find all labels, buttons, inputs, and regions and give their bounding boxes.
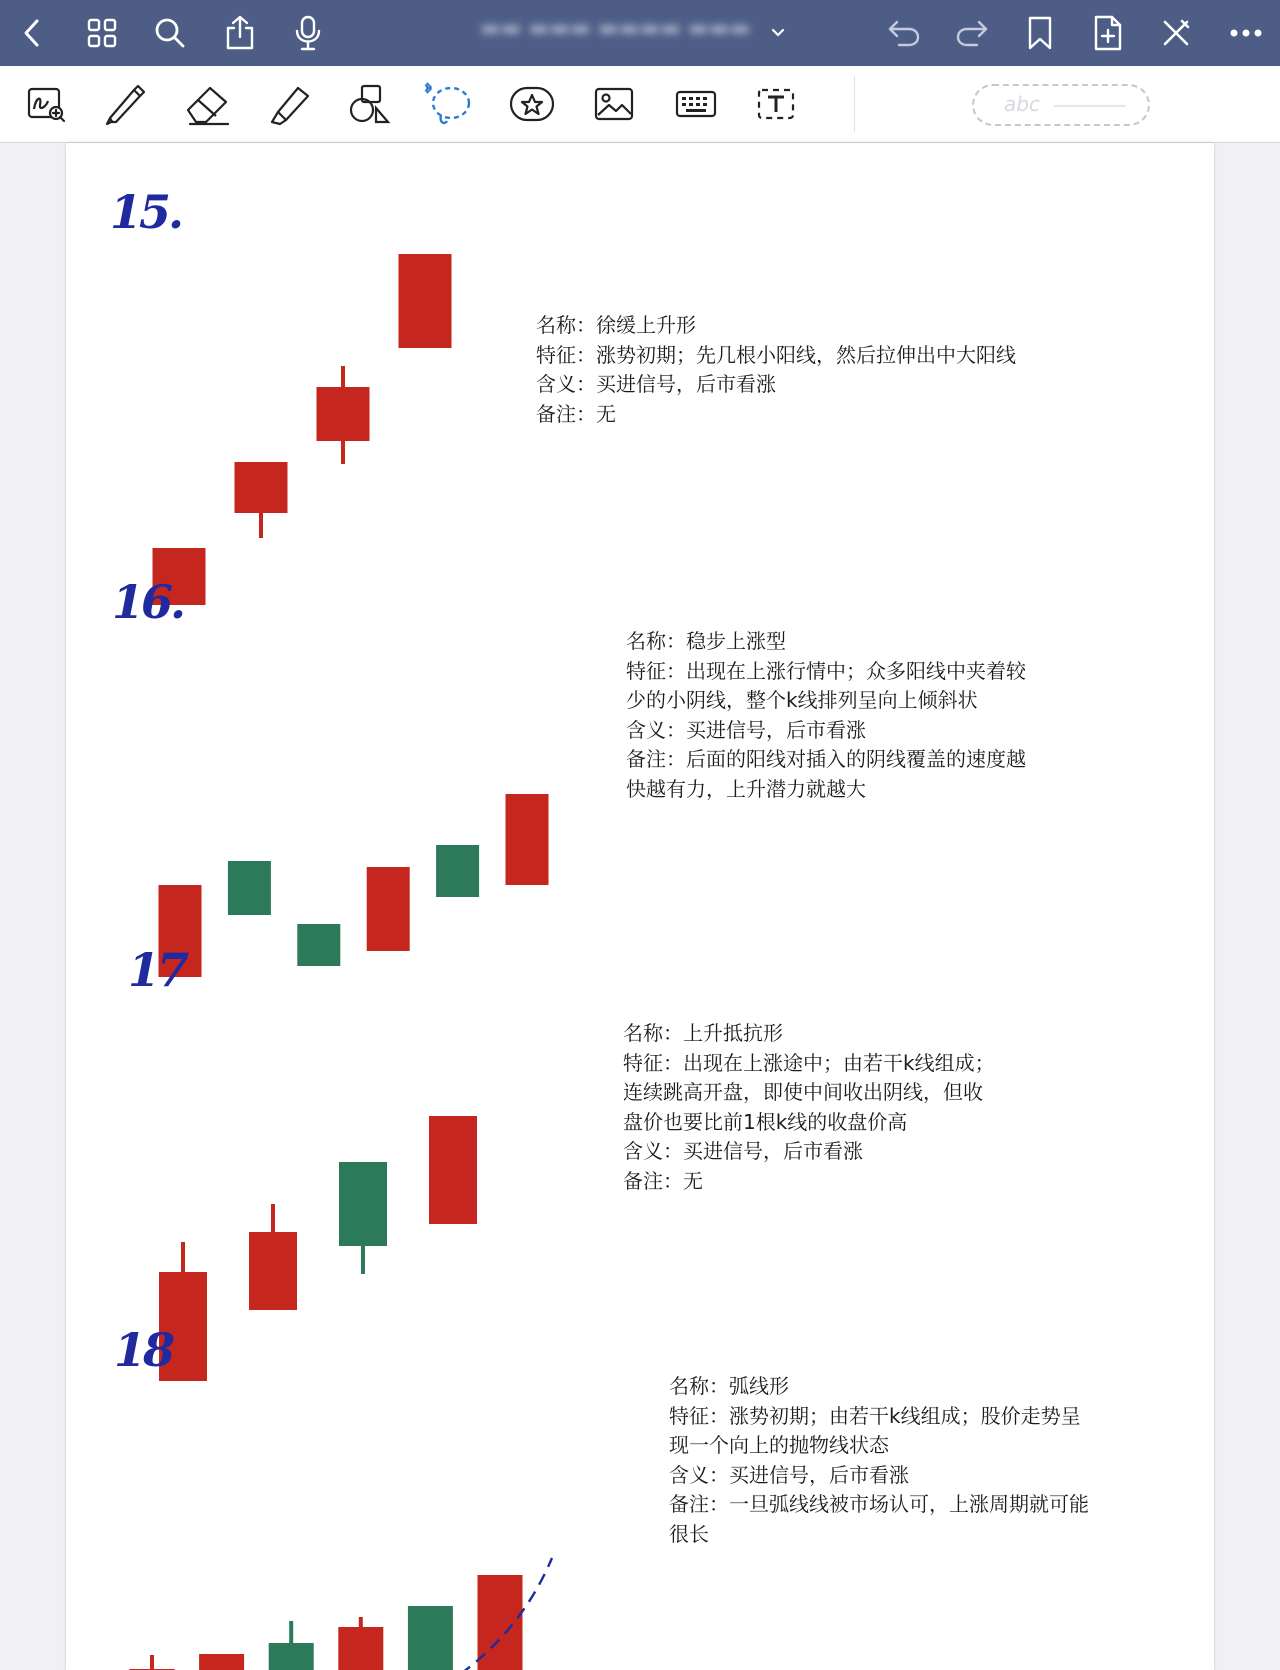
- note-line: 盘价也要比前1根k线的收盘价高: [623, 1109, 908, 1134]
- microphone-icon[interactable]: [288, 13, 328, 53]
- section-number-17: 17: [128, 943, 187, 997]
- add-page-icon[interactable]: [1088, 13, 1128, 53]
- note-line: 快越有力，上升潜力就越大: [626, 776, 866, 801]
- candlestick-chart-18: [66, 143, 686, 1670]
- candle-down: [408, 1606, 453, 1670]
- shapes-icon[interactable]: [346, 80, 394, 128]
- redo-icon[interactable]: [952, 13, 992, 53]
- note-line: 含义：买进信号，后市看涨: [626, 717, 866, 742]
- note-line: 含义：买进信号，后市看涨: [536, 372, 776, 396]
- note-line: 名称：上升抵抗形: [623, 1021, 783, 1045]
- note-line: 名称：徐缓上升形: [536, 313, 696, 337]
- note-line: 名称：稳步上涨型: [626, 629, 786, 653]
- chevron-down-icon[interactable]: [758, 13, 798, 53]
- text-box-icon[interactable]: [752, 80, 800, 128]
- share-icon[interactable]: [220, 13, 260, 53]
- section-number-18: 18: [114, 1323, 173, 1377]
- zoom-lasso-icon[interactable]: [22, 80, 70, 128]
- note-line: 特征：出现在上涨行情中；众多阳线中夹着较: [626, 658, 1026, 683]
- top-navigation-bar: [0, 0, 1280, 66]
- note-line: 连续跳高开盘，即使中间收出阴线，但收: [623, 1080, 983, 1104]
- document-title[interactable]: ▬▬ ▬▬▬ ▬▬▬▬ ▬▬▬: [480, 16, 751, 41]
- text-preset-line: [1054, 105, 1126, 107]
- note-line: 现一个向上的抛物线状态: [669, 1433, 889, 1457]
- note-line: 特征：出现在上涨途中；由若干k线组成；: [623, 1050, 995, 1075]
- note-line: 含义：买进信号，后市看涨: [623, 1139, 863, 1163]
- candle-up: [338, 1627, 383, 1670]
- note-line: 备注：后面的阳线对插入的阴线覆盖的速度越: [626, 747, 1026, 771]
- note-section-16: [626, 627, 1026, 804]
- section-number-15: 15.: [110, 185, 182, 239]
- undo-icon[interactable]: [884, 13, 924, 53]
- note-line: 含义：买进信号，后市看涨: [669, 1462, 909, 1487]
- pen-icon[interactable]: [102, 80, 150, 128]
- text-preset-pill[interactable]: [972, 84, 1150, 126]
- eraser-icon[interactable]: [184, 80, 232, 128]
- note-line: 很长: [669, 1521, 709, 1546]
- highlighter-icon[interactable]: [266, 80, 314, 128]
- close-pen-icon[interactable]: [1156, 13, 1196, 53]
- note-section-18: [669, 1372, 1089, 1549]
- image-icon[interactable]: [590, 80, 638, 128]
- back-icon[interactable]: [12, 13, 52, 53]
- section-number-16: 16.: [112, 575, 184, 629]
- note-line: 备注：无: [536, 401, 616, 426]
- keyboard-icon[interactable]: [672, 80, 720, 128]
- search-icon[interactable]: [150, 13, 190, 53]
- sticker-icon[interactable]: [508, 80, 556, 128]
- more-icon[interactable]: [1226, 13, 1266, 53]
- drawing-toolbar: [0, 66, 1280, 143]
- candle-up: [199, 1654, 244, 1670]
- text-preset-placeholder: abc: [1004, 92, 1040, 116]
- note-line: 特征：涨势初期；先几根小阳线，然后拉伸出中大阳线: [536, 342, 1016, 367]
- note-line: 少的小阴线，整个k线排列呈向上倾斜状: [626, 688, 978, 712]
- grid-icon[interactable]: [82, 13, 122, 53]
- candle-down: [269, 1643, 314, 1670]
- note-line: 备注：无: [623, 1168, 703, 1193]
- notebook-page[interactable]: [66, 143, 1214, 1670]
- lasso-icon[interactable]: [424, 80, 472, 128]
- bookmark-icon[interactable]: [1020, 13, 1060, 53]
- note-line: 名称：弧线形: [669, 1374, 789, 1398]
- toolbar-divider: [854, 76, 855, 132]
- note-line: 特征：涨势初期；由若干k线组成；股价走势呈: [669, 1403, 1081, 1428]
- note-line: 备注：一旦弧线线被市场认可，上涨周期就可能: [669, 1492, 1089, 1516]
